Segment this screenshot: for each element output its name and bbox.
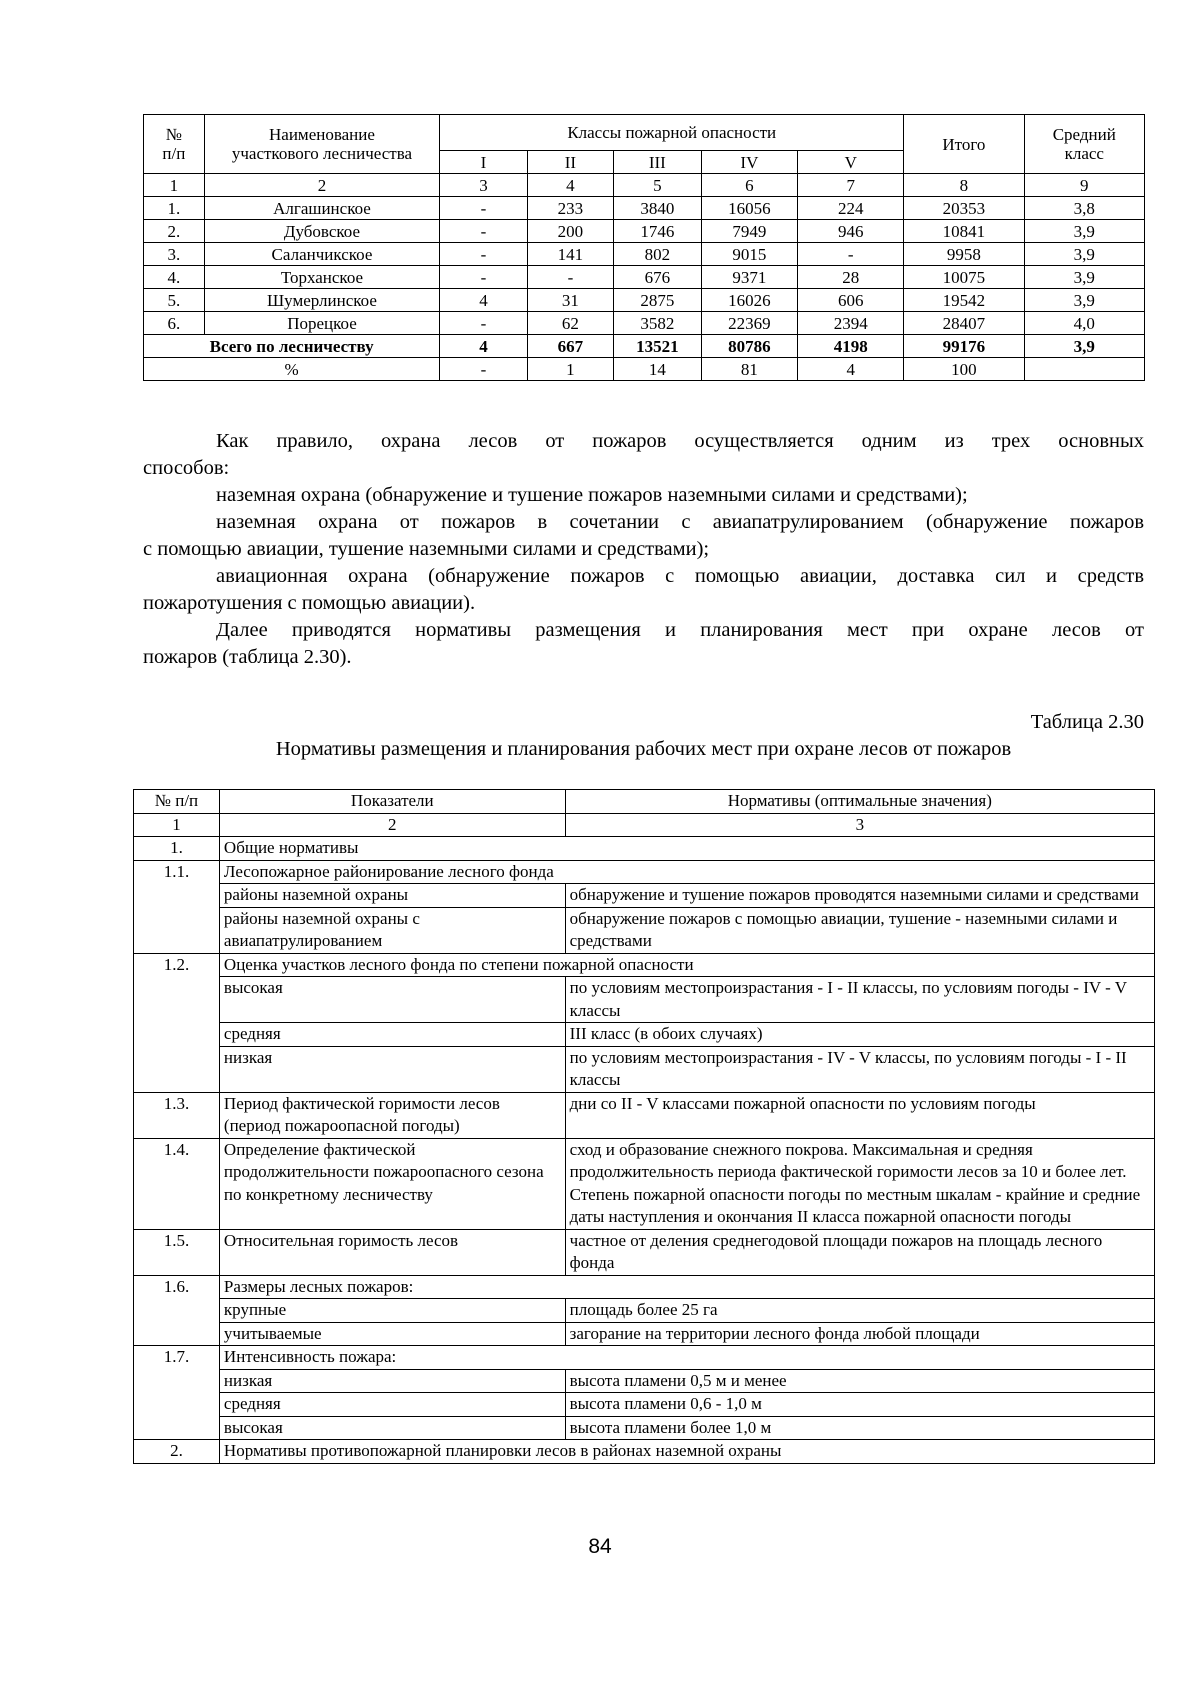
text-line: способов: <box>143 457 230 479</box>
table-cell: 3582 <box>614 312 701 335</box>
table-cell: 13521 <box>614 335 701 358</box>
table-cell: 62 <box>527 312 613 335</box>
table-cell: 22369 <box>701 312 798 335</box>
table-cell: низкая <box>219 1369 565 1393</box>
table-cell: 5. <box>144 289 205 312</box>
table-cell: загорание на территории лесного фонда любой площади <box>565 1322 1154 1346</box>
table-row <box>134 1299 1155 1323</box>
table-cell: 3,9 <box>1024 289 1144 312</box>
table-cell: 1746 <box>614 220 701 243</box>
table-cell: 1. <box>134 837 220 861</box>
table-row <box>144 197 1145 220</box>
table-cell: 81 <box>701 358 798 381</box>
table-cell: 1 <box>134 813 220 837</box>
section-row <box>134 860 1155 884</box>
section-row <box>134 953 1155 977</box>
table-cell: Оценка участков лесного фонда по степени пожарной опасности <box>219 953 1154 977</box>
text-line: пожаров (таблица 2.30). <box>143 646 352 668</box>
table-cell: 1.3. <box>134 1092 220 1138</box>
table-cell: 946 <box>798 220 904 243</box>
table-cell: 1. <box>144 197 205 220</box>
table-cell: Шумерлинское <box>204 289 440 312</box>
table-cell: 10841 <box>904 220 1024 243</box>
table-cell: районы наземной охраны с авиапатрулированием <box>219 907 565 953</box>
table-cell: 4,0 <box>1024 312 1144 335</box>
table-cell: Дубовское <box>204 220 440 243</box>
table-cell: 16056 <box>701 197 798 220</box>
table-cell: 1.7. <box>134 1346 220 1440</box>
table-header-row <box>144 115 1145 151</box>
table-cell: 3840 <box>614 197 701 220</box>
table-cell: 233 <box>527 197 613 220</box>
table-cell: Всего по лесничеству <box>144 335 440 358</box>
table-cell: - <box>527 266 613 289</box>
table-cell: 200 <box>527 220 613 243</box>
table-title: Нормативы размещения и планирования рабочих мест при охране лесов от пожаров <box>275 738 1012 760</box>
table-row <box>144 289 1145 312</box>
table-row <box>134 1393 1155 1417</box>
table-cell: Показатели <box>219 790 565 814</box>
table-cell: обнаружение пожаров с помощью авиации, тушение - наземными силами и средствами <box>565 907 1154 953</box>
paragraph-intro <box>143 428 1144 671</box>
table-cell: 4. <box>144 266 205 289</box>
table-cell: 3. <box>144 243 205 266</box>
table-row <box>134 1092 1155 1138</box>
fire-protection-norms-table <box>133 789 1155 1464</box>
table-cell: 141 <box>527 243 613 266</box>
table-cell: высокая <box>219 1416 565 1440</box>
table-row <box>134 1322 1155 1346</box>
table-cell: 2 <box>219 813 565 837</box>
table-cell: 4 <box>798 358 904 381</box>
table-row <box>134 1138 1155 1229</box>
table-cell: 8 <box>904 174 1024 197</box>
class-label: II <box>527 151 613 174</box>
table-cell: 1.4. <box>134 1138 220 1229</box>
section-row <box>134 1275 1155 1299</box>
table-cell: крупные <box>219 1299 565 1323</box>
column-number-row <box>134 813 1155 837</box>
table-row <box>134 1369 1155 1393</box>
table-cell: - <box>798 243 904 266</box>
table-cell: Лесопожарное районирование лесного фонда <box>219 860 1154 884</box>
table-cell: средняя <box>219 1023 565 1047</box>
table-cell: 10075 <box>904 266 1024 289</box>
table-cell: 3 <box>565 813 1154 837</box>
table-cell: 1.6. <box>134 1275 220 1346</box>
table-cell: 16026 <box>701 289 798 312</box>
table-row <box>144 312 1145 335</box>
class-label: I <box>440 151 527 174</box>
table-cell: 9371 <box>701 266 798 289</box>
table-cell: 14 <box>614 358 701 381</box>
table-cell: 802 <box>614 243 701 266</box>
table-cell: № п/п <box>134 790 220 814</box>
table-cell: 9958 <box>904 243 1024 266</box>
table-cell: районы наземной охраны <box>219 884 565 908</box>
table-cell: средняя <box>219 1393 565 1417</box>
table-cell: 2875 <box>614 289 701 312</box>
table-cell: Порецкое <box>204 312 440 335</box>
table-cell: 3,8 <box>1024 197 1144 220</box>
table-cell: Определение фактической продолжительности пожароопасного сезона по конкретному лесничеству <box>219 1138 565 1229</box>
table-cell: 3,9 <box>1024 220 1144 243</box>
table-row <box>144 220 1145 243</box>
table-cell: 19542 <box>904 289 1024 312</box>
table-cell: 20353 <box>904 197 1024 220</box>
table-cell: - <box>440 220 527 243</box>
class-label: V <box>798 151 904 174</box>
table-cell: 2394 <box>798 312 904 335</box>
table-cell: 224 <box>798 197 904 220</box>
text-line: пожаротушения с помощью авиации). <box>143 592 476 614</box>
table-cell: Торханское <box>204 266 440 289</box>
table-cell: 6 <box>701 174 798 197</box>
table-label: Таблица 2.30 <box>1030 711 1144 733</box>
table-cell: 2 <box>204 174 440 197</box>
table-cell: частное от деления среднегодовой площади пожаров на площадь лесного фонда <box>565 1229 1154 1275</box>
table-cell: учитываемые <box>219 1322 565 1346</box>
table-cell: 7 <box>798 174 904 197</box>
table-cell: - <box>440 312 527 335</box>
table-cell: площадь более 25 га <box>565 1299 1154 1323</box>
table-cell: 2. <box>134 1440 220 1464</box>
table-cell: Интенсивность пожара: <box>219 1346 1154 1370</box>
table-cell: 7949 <box>701 220 798 243</box>
table-cell: 99176 <box>904 335 1024 358</box>
table-cell: 3 <box>440 174 527 197</box>
class-label: IV <box>701 151 798 174</box>
table-cell: 1.2. <box>134 953 220 1092</box>
table-cell: высота пламени более 1,0 м <box>565 1416 1154 1440</box>
table-cell: 4 <box>440 289 527 312</box>
table-row <box>134 1229 1155 1275</box>
table-cell: низкая <box>219 1046 565 1092</box>
table-cell: 606 <box>798 289 904 312</box>
table-cell: дни со II - V классами пожарной опасности по условиям погоды <box>565 1092 1154 1138</box>
table-cell: 667 <box>527 335 613 358</box>
table-cell: Саланчикское <box>204 243 440 266</box>
table-cell: Нормативы противопожарной планировки лесов в районах наземной охраны <box>219 1440 1154 1464</box>
table-cell: 5 <box>614 174 701 197</box>
table-cell: 80786 <box>701 335 798 358</box>
header-average-class: Средний класс <box>1024 115 1144 174</box>
table-cell: - <box>440 197 527 220</box>
table-cell: - <box>440 266 527 289</box>
text-line: Как правило, охрана лесов от пожаров осуществляется одним из трех основных <box>216 430 1144 452</box>
text-line: с помощью авиации, тушение наземными силами и средствами); <box>143 538 710 560</box>
table-cell: 1.5. <box>134 1229 220 1275</box>
section-row <box>134 837 1155 861</box>
table-cell: обнаружение и тушение пожаров проводятся наземными силами и средствами <box>565 884 1154 908</box>
header-forestry-name: Наименование участкового лесничества <box>204 115 440 174</box>
fire-danger-classes-table <box>143 114 1145 381</box>
table-row <box>134 1046 1155 1092</box>
table-header-row <box>134 790 1155 814</box>
table-cell: III класс (в обоих случаях) <box>565 1023 1154 1047</box>
table-cell: 3,9 <box>1024 243 1144 266</box>
table-cell: 3,9 <box>1024 266 1144 289</box>
table-row <box>144 266 1145 289</box>
table-cell: Размеры лесных пожаров: <box>219 1275 1154 1299</box>
table-cell: 100 <box>904 358 1024 381</box>
table-row <box>144 243 1145 266</box>
table-cell: 9 <box>1024 174 1144 197</box>
table-row <box>134 907 1155 953</box>
text-line: Далее приводятся нормативы размещения и планирования мест при охране лесов от <box>216 619 1144 641</box>
table-cell: 31 <box>527 289 613 312</box>
page-number: 84 <box>588 1535 612 1558</box>
table-cell: Общие нормативы <box>219 837 1154 861</box>
table-cell: 1 <box>527 358 613 381</box>
table-cell: Нормативы (оптимальные значения) <box>565 790 1154 814</box>
table-cell: по условиям местопроизрастания - IV - V классы, по условиям погоды - I - II классы <box>565 1046 1154 1092</box>
table-cell: Относительная горимость лесов <box>219 1229 565 1275</box>
header-number: № п/п <box>144 115 205 174</box>
table-cell: 9015 <box>701 243 798 266</box>
table-cell: 1.1. <box>134 860 220 953</box>
table-cell: высота пламени 0,5 м и менее <box>565 1369 1154 1393</box>
table-cell: 28407 <box>904 312 1024 335</box>
table-cell: Период фактической горимости лесов (период пожароопасной погоды) <box>219 1092 565 1138</box>
table-cell: Алгашинское <box>204 197 440 220</box>
table-cell: 4 <box>440 335 527 358</box>
total-row <box>144 335 1145 358</box>
table-cell: 1 <box>144 174 205 197</box>
table-row <box>134 1416 1155 1440</box>
table-cell: 3,9 <box>1024 335 1144 358</box>
text-line: наземная охрана (обнаружение и тушение пожаров наземными силами и средствами); <box>216 484 968 506</box>
text-line: авиационная охрана (обнаружение пожаров с помощью авиации, доставка сил и средств <box>216 565 1144 587</box>
table-cell: высота пламени 0,6 - 1,0 м <box>565 1393 1154 1417</box>
table-cell: - <box>440 358 527 381</box>
table-cell <box>1024 358 1144 381</box>
table-cell: высокая <box>219 977 565 1023</box>
percent-row <box>144 358 1145 381</box>
table-cell: % <box>144 358 440 381</box>
section-row <box>134 1440 1155 1464</box>
header-fire-classes: Классы пожарной опасности <box>440 115 904 151</box>
table-cell: 676 <box>614 266 701 289</box>
class-label: III <box>614 151 701 174</box>
table-cell: - <box>440 243 527 266</box>
column-number-row <box>144 174 1145 197</box>
text-line: наземная охрана от пожаров в сочетании с авиапатрулированием (обнаружение пожаров <box>216 511 1144 533</box>
table-row <box>134 884 1155 908</box>
table-cell: 6. <box>144 312 205 335</box>
table-cell: 28 <box>798 266 904 289</box>
table-cell: 4198 <box>798 335 904 358</box>
header-total: Итого <box>904 115 1024 174</box>
section-row <box>134 1346 1155 1370</box>
table-cell: по условиям местопроизрастания - I - II классы, по условиям погоды - IV - V классы <box>565 977 1154 1023</box>
table-cell: 2. <box>144 220 205 243</box>
table-cell: сход и образование снежного покрова. Максимальная и средняя продолжительность периода фактической горимости лесов за 10 и более лет. Степень пожарной опасности погоды по местным шкалам - крайние и средние даты наступления и окончания II класса пожарной опасности погоды <box>565 1138 1154 1229</box>
table-row <box>134 977 1155 1023</box>
table-cell: 4 <box>527 174 613 197</box>
table-row <box>134 1023 1155 1047</box>
